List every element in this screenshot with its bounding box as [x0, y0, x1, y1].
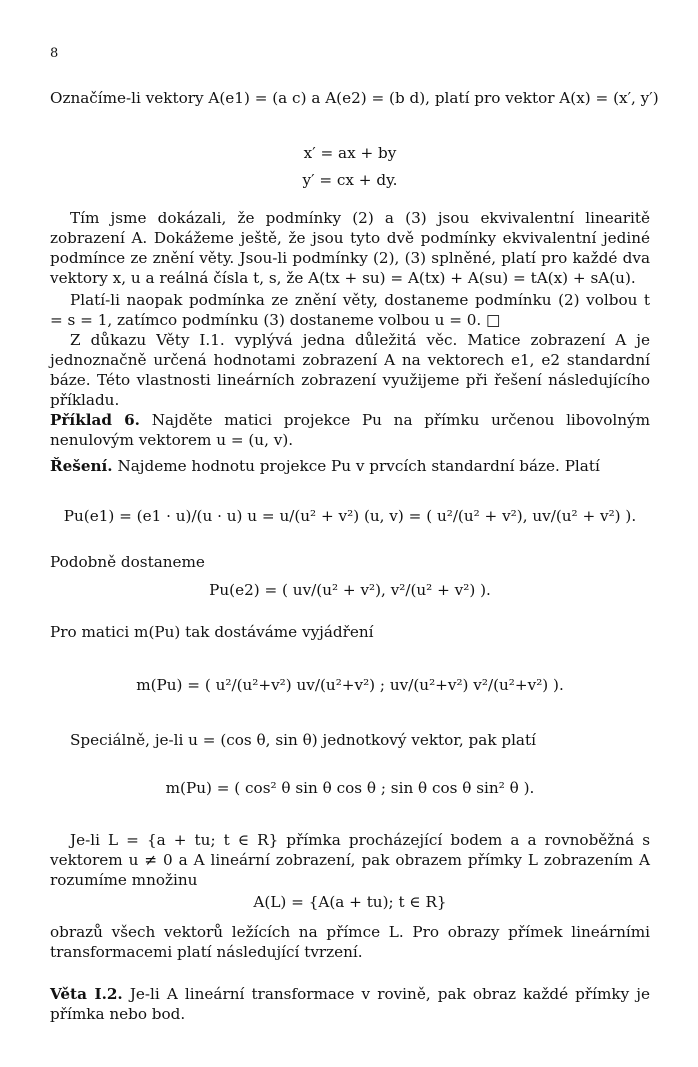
solution-label: Řešení. — [50, 457, 113, 475]
similarly-text: Podobně dostaneme — [50, 553, 205, 571]
paragraph-line-definition: Je-li L = {a + tu; t ∈ R} přímka procházející bodem a a rovnoběžná s vektorem u ≠ 0 a A lineární zobrazení, pak obrazem přímky L zobrazením A rozumíme množinu — [50, 831, 650, 889]
page-number: 8 — [50, 46, 59, 61]
example-label: Příklad 6. — [50, 411, 140, 429]
theorem-label: Věta I.2. — [50, 985, 123, 1003]
example-text: Najděte matici projekce Pu na přímku určenou libovolným nenulovým vektorem u = (u, v). — [50, 411, 650, 449]
paragraph-linearity: Tím jsme dokázali, že podmínky (2) a (3) jsou ekvivalentní linearitě zobrazení A. Dokážeme ještě, že jsou tyto dvě podmínky ekvivalentní jediné podmínce ze znění věty. Jsou-li podmínky (2), (3) splněné, platí pro každé dva vektory x, u a reálná čísla t, s, že A(tx + su) = A(tx) + A(su) = tA(x) + sA(u). — [50, 209, 650, 287]
paragraph-proof-consequence: Z důkazu Věty I.1. vyplývá jedna důležitá věc. Matice zobrazení A je jednoznačně určená hodnotami zobrazení A na vektorech e1, e2 standardní báze. Této vlastnosti lineárních zobrazení využijeme při řešení následujícího příkladu. — [50, 331, 650, 409]
paragraph-converse: Platí-li naopak podmínka ze znění věty, dostaneme podmínku (2) volbou t = s = 1, zatímco podmínku (3) dostaneme volbou u = 0. □ — [50, 291, 650, 329]
theorem-text: Je-li A lineární transformace v rovině, pak obraz každé přímky je přímka nebo bod. — [50, 985, 650, 1023]
solution-text: Najdeme hodnotu projekce Pu v prvcích standardní báze. Platí — [117, 457, 600, 475]
theorem-block — [50, 984, 650, 1024]
special-case-text: Speciálně, je-li u = (cos θ, sin θ) jednotkový vektor, pak platí — [70, 731, 536, 749]
equation-matrix-general: m(Pu) = ( u²/(u²+v²) uv/(u²+v²) ; uv/(u²+v²) v²/(u²+v²) ). — [136, 676, 564, 694]
example-block — [50, 410, 650, 450]
equation-projection-e1: Pu(e1) = (e1 · u)/(u · u) u = u/(u² + v²) (u, v) = ( u²/(u² + v²), uv/(u² + v²) ). — [63, 507, 637, 525]
equation-x-prime: x′ = ax + by — [303, 144, 397, 162]
solution-block — [50, 456, 650, 476]
matrix-intro: Pro matici m(Pu) tak dostáváme vyjádření — [50, 623, 374, 641]
equation-image-of-line: A(L) = {A(a + tu); t ∈ R} — [253, 893, 447, 911]
equation-matrix-unit: m(Pu) = ( cos² θ sin θ cos θ ; sin θ cos θ sin² θ ). — [165, 779, 535, 797]
intro-line: Označíme-li vektory A(e1) = (a c) a A(e2) = (b d), platí pro vektor A(x) = (x′, y′) — [50, 89, 659, 107]
paragraph-images: obrazů všech vektorů ležících na přímce L. Pro obrazy přímek lineárními transformacemi platí následující tvrzení. — [50, 923, 650, 961]
equation-projection-e2: Pu(e2) = ( uv/(u² + v²), v²/(u² + v²) ). — [209, 581, 491, 599]
equation-y-prime: y′ = cx + dy. — [302, 171, 398, 189]
